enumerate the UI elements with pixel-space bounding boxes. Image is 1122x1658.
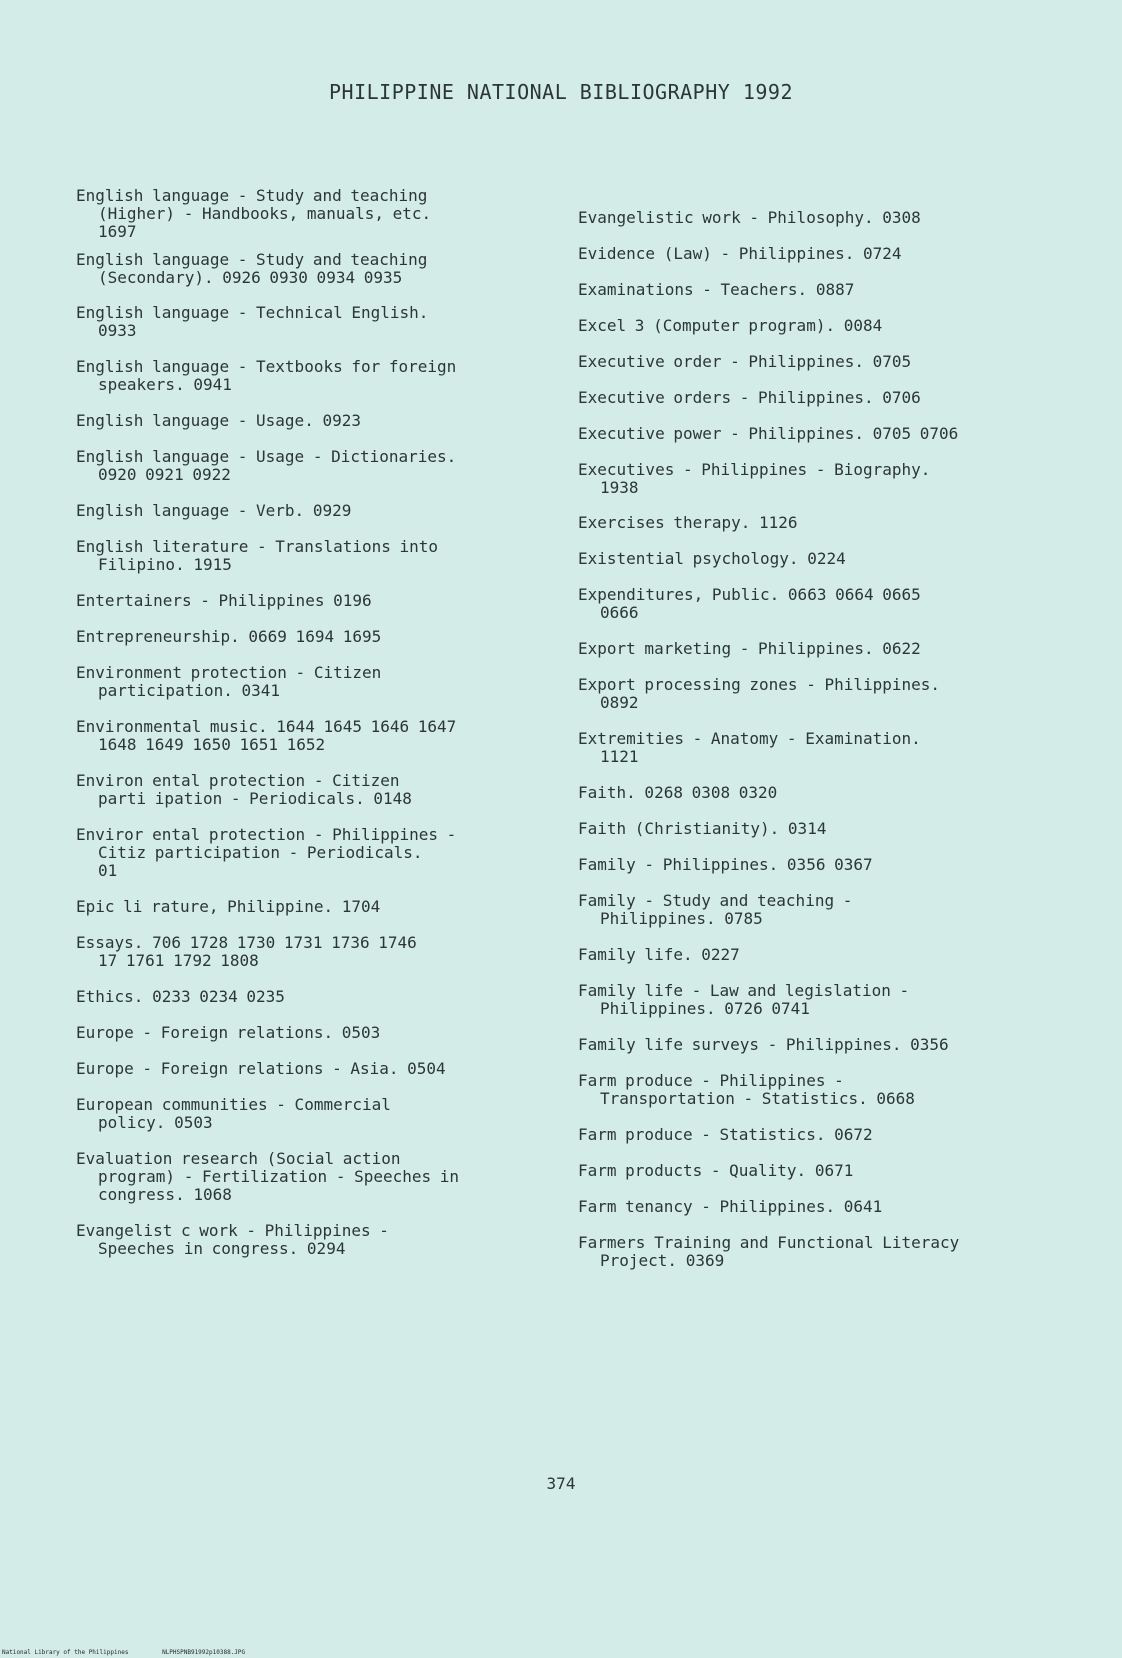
footer <box>2 1649 275 1656</box>
index-entry: Excel 3 (Computer program). 0084 <box>578 316 883 335</box>
index-entry: Europe - Foreign relations - Asia. 0504 <box>76 1059 446 1078</box>
footer-library: National Library of the Philippines <box>2 1649 129 1656</box>
index-entry: Extremities - Anatomy - Examination. 1121 <box>578 729 921 766</box>
index-entry: Environmental music. 1644 1645 1646 1647 1648 1649 1650 1651 1652 <box>76 717 457 754</box>
index-entry: Enviror ental protection - Philippines - Citiz participation - Periodicals. 01 <box>76 825 457 880</box>
index-entry: Executive orders - Philippines. 0706 <box>578 388 921 407</box>
index-entry: English language - Technical English. 0933 <box>76 303 429 340</box>
index-entry: English language - Usage - Dictionaries. 0920 0921 0922 <box>76 447 457 484</box>
index-entry: Family life - Law and legislation - Philippines. 0726 0741 <box>578 981 910 1018</box>
index-entry: Environment protection - Citizen participation. 0341 <box>76 663 382 700</box>
index-entry: English language - Study and teaching (Higher) - Handbooks, manuals, etc. 1697 <box>76 186 432 241</box>
index-entry: Farm produce - Statistics. 0672 <box>578 1125 873 1144</box>
index-entry: Faith (Christianity). 0314 <box>578 819 827 838</box>
index-entry: Existential psychology. 0224 <box>578 549 846 568</box>
index-entry: Farm produce - Philippines - Transportation - Statistics. 0668 <box>578 1071 915 1108</box>
index-entry: Evidence (Law) - Philippines. 0724 <box>578 244 902 263</box>
index-entry: Entrepreneurship. 0669 1694 1695 <box>76 627 382 646</box>
index-entry: English language - Verb. 0929 <box>76 501 352 520</box>
index-entry: Family life surveys - Philippines. 0356 <box>578 1035 949 1054</box>
index-entry: Executive order - Philippines. 0705 <box>578 352 912 371</box>
index-entry: Epic li rature, Philippine. 1704 <box>76 897 381 916</box>
index-entry: Family - Philippines. 0356 0367 <box>578 855 873 874</box>
index-entry: Export marketing - Philippines. 0622 <box>578 639 921 658</box>
index-entry: English language - Textbooks for foreign speakers. 0941 <box>76 357 457 394</box>
index-entry: Export processing zones - Philippines. 0892 <box>578 675 941 712</box>
index-entry: Europe - Foreign relations. 0503 <box>76 1023 381 1042</box>
index-entry: Executive power - Philippines. 0705 0706 <box>578 424 959 443</box>
index-entry: Family - Study and teaching - Philippines. 0785 <box>578 891 853 928</box>
index-entry: Ethics. 0233 0234 0235 <box>76 987 285 1006</box>
index-entry: Farm products - Quality. 0671 <box>578 1161 854 1180</box>
index-entry: Faith. 0268 0308 0320 <box>578 783 778 802</box>
index-entry: Evangelistic work - Philosophy. 0308 <box>578 208 921 227</box>
index-entry: Evangelist c work - Philippines - Speeches in congress. 0294 <box>76 1221 389 1258</box>
index-entry: English literature - Translations into Filipino. 1915 <box>76 537 439 574</box>
index-entry: Family life. 0227 <box>578 945 740 964</box>
index-entry: Evaluation research (Social action program) - Fertilization - Speeches in congress. 1068 <box>76 1149 460 1204</box>
index-entry: Environ ental protection - Citizen parti ipation - Periodicals. 0148 <box>76 771 412 808</box>
index-entry: Expenditures, Public. 0663 0664 0665 0666 <box>578 585 921 622</box>
index-entry: Essays. 706 1728 1730 1731 1736 1746 17 1761 1792 1808 <box>76 933 417 970</box>
page-title: PHILIPPINE NATIONAL BIBLIOGRAPHY 1992 <box>328 80 794 104</box>
index-entry: Farm tenancy - Philippines. 0641 <box>578 1197 883 1216</box>
index-entry: Exercises therapy. 1126 <box>578 513 798 532</box>
page-number: 374 <box>546 1474 576 1493</box>
footer-file: NLPHSPNB91992p10388.JPG <box>162 1649 246 1656</box>
index-entry: Executives - Philippines - Biography. 1938 <box>578 460 931 497</box>
index-entry: English language - Study and teaching (Secondary). 0926 0930 0934 0935 <box>76 250 428 287</box>
index-entry: European communities - Commercial policy. 0503 <box>76 1095 391 1132</box>
index-entry: Entertainers - Philippines 0196 <box>76 591 372 610</box>
index-entry: Examinations - Teachers. 0887 <box>578 280 855 299</box>
index-entry: English language - Usage. 0923 <box>76 411 361 430</box>
index-entry: Farmers Training and Functional Literacy Project. 0369 <box>578 1233 960 1270</box>
